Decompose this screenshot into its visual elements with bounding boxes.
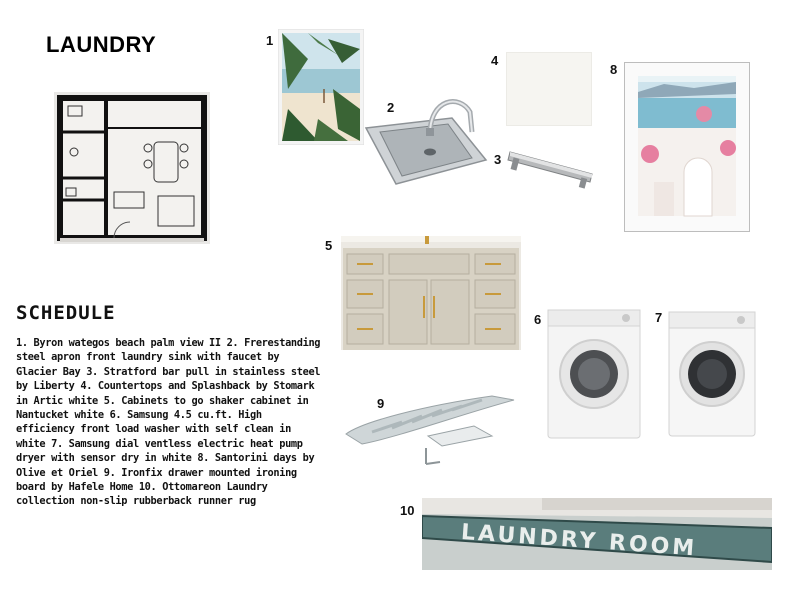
item-number-6: 6 (534, 312, 542, 327)
item-number-4: 4 (491, 53, 499, 68)
floor-plan-image (54, 92, 210, 244)
item-number-8: 8 (610, 62, 618, 77)
front-load-washer (546, 308, 642, 440)
rug-text: LAUNDRY ROOM (460, 520, 698, 562)
schedule-heading: SCHEDULE (16, 302, 116, 324)
stainless-bar-pull (506, 148, 596, 190)
item-number-1: 1 (266, 33, 274, 48)
santorini-print (624, 62, 750, 232)
page-title: LAUNDRY (46, 32, 157, 57)
item-number-10: 10 (400, 503, 415, 518)
beach-palm-print (278, 29, 364, 145)
item-number-7: 7 (655, 310, 663, 325)
item-number-5: 5 (325, 238, 333, 253)
item-number-9: 9 (377, 396, 385, 411)
item-number-3: 3 (494, 152, 502, 167)
drawer-ironing-board (342, 392, 522, 468)
countertop-swatch (506, 52, 592, 126)
shaker-cabinets (341, 236, 521, 350)
schedule-list: 1. Byron wategos beach palm view II 2. Frerestanding steel apron front laundry sink with faucet by Glacier Bay 3. Stratford bar pull in stainless steel by Liberty 4. Countertops and Splashback by Stomark in Artic white 5. Cabinets to go shaker cabinet in Nantucket white 6. Samsung 4.5 cu.ft. High efficiency front load washer with self clean in white 7. Samsung dial ventless electric heat pump dryer with sensor dry in white 8. Santorini days by Olive et Oriel 9. Ironfix drawer mounted ironing board by Hafele Home 10. Ottomareon Laundry collection non-slip rubberback runner rug (16, 337, 321, 508)
heat-pump-dryer (667, 310, 757, 438)
laundry-runner-rug (422, 498, 772, 570)
item-number-2: 2 (387, 100, 395, 115)
steel-laundry-sink (360, 88, 494, 190)
